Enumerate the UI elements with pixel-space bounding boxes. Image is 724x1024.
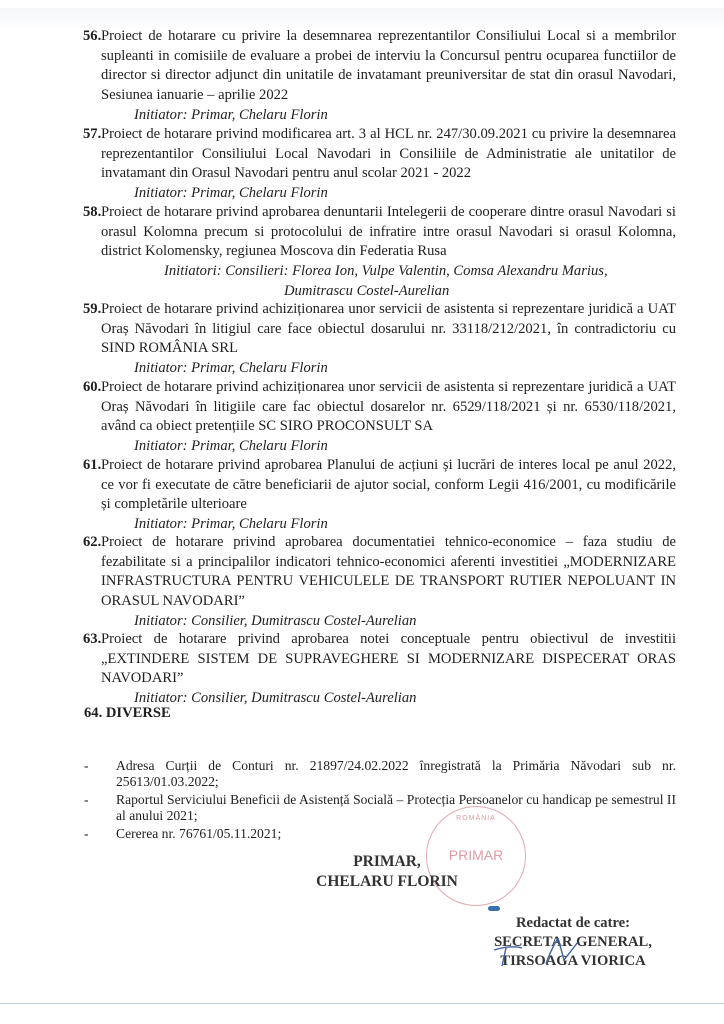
item-initiator: Initiator: Primar, Chelaru Florin (134, 516, 328, 533)
diverse-item-text: Adresa Curții de Conturi nr. 21897/24.02.2022 înregistrată la Primăria Năvodari sub nr. 25613/01.03.2022; (116, 758, 676, 789)
diverse-item-text: Cererea nr. 76761/05.11.2021; (116, 826, 282, 841)
item-initiator-line2: Dumitrascu Costel-Aurelian (284, 282, 450, 299)
diverse-item (84, 792, 676, 824)
diverse-item (84, 758, 676, 790)
item-text: Proiect de hotarare privind aprobarea documentatiei tehnico-economice – faza studiu de fezabilitate si a principalilor indicatori tehnico-economici aferenti investitiei „MODERNIZARE INFRASTRUCTURA PENTRU VEHICULELE DE TRANSPORT RUTIER NEPOLUANT IN ORASUL NAVODARI” (101, 534, 676, 610)
secretary-title: SECRETAR GENERAL, (494, 934, 652, 950)
agenda-item-58 (83, 203, 676, 302)
drafted-by-label: Redactat de catre: (516, 915, 630, 931)
item-text: Proiect de hotarare privind achiziționarea unor servicii de asistenta si reprezentare juridică a UAT Oraș Năvodari în litigiul care face obiectul dosarului nr. 33118/212/2021, în contradictoriu cu SIND ROMÂNIA SRL (101, 301, 676, 357)
diverse-heading: 64. DIVERSE (84, 705, 171, 721)
agenda-item-56 (83, 27, 676, 126)
item-initiator: Initiator: Consilier, Dumitrascu Costel-Aurelian (134, 690, 417, 707)
item-text: Proiect de hotarare privind achiziționarea unor servicii de asistenta si reprezentare juridică a UAT Oraș Năvodari în litigiile care fac obiectul dosarelor nr. 6529/118/2021 și nr. 6530/118/2021, având ca obiect pretențiile SC SIRO PROCONSULT SA (101, 379, 676, 435)
item-initiator: Initiator: Primar, Chelaru Florin (134, 185, 328, 202)
item-number: 63. (83, 631, 102, 647)
agenda-item-60 (83, 378, 676, 457)
agenda-item-61 (83, 456, 676, 535)
item-text: Proiect de hotarare cu privire la desemnarea reprezentantilor Consiliului Local si a membrilor supleanti in comisiile de evaluare a probei de interviu la Concursul pentru ocuparea functiilor de director si director adjunct din unitatile de invatamant preuniversitar de stat din orasul Navodari, Sesiunea ianuarie – aprilie 2022 (101, 28, 676, 104)
item-initiator: Initiator: Primar, Chelaru Florin (134, 360, 328, 377)
diverse-list (84, 758, 676, 842)
scan-artifact-band (0, 8, 724, 28)
item-initiator-line1: Initiatori: Consilieri: Florea Ion, Vulpe Valentin, Comsa Alexandru Marius, (164, 263, 608, 280)
item-number: 58. (83, 204, 102, 220)
item-number: 56. (83, 28, 102, 44)
stamp-center-text: PRIMAR (448, 847, 504, 863)
item-number: 61. (83, 457, 102, 473)
bullet-dash: - (84, 826, 89, 841)
mayor-signature-block (302, 852, 472, 892)
item-text: Proiect de hotarare privind aprobarea denuntarii Intelegerii de cooperare dintre orasul Navodari si orasul Kolomna precum si protocolului de infratire intre orasul Navodari si orasul Kolomna, district Kolomensky, regiunea Moscova din Federatia Rusa (101, 204, 676, 260)
agenda-item-63 (83, 630, 676, 709)
agenda-item-59 (83, 300, 676, 379)
agenda-item-62 (83, 533, 676, 632)
item-number: 59. (83, 301, 102, 317)
secretary-name: TIRSOAGA VIORICA (500, 953, 646, 969)
handwritten-signature (488, 932, 608, 968)
item-initiator: Initiator: Primar, Chelaru Florin (134, 106, 328, 123)
bullet-dash: - (84, 758, 89, 773)
diverse-item (84, 826, 676, 842)
item-initiator (101, 262, 676, 301)
bullet-dash: - (84, 792, 89, 807)
diverse-item-text: Raportul Serviciului Beneficii de Asistență Socială – Protecția Persoanelor cu handicap pe semestrul II al anului 2021; (116, 792, 676, 823)
item-initiator: Initiator: Primar, Chelaru Florin (134, 438, 328, 455)
agenda-item-57 (83, 125, 676, 204)
item-number: 62. (83, 534, 102, 550)
item-number: 57. (83, 126, 102, 142)
item-text: Proiect de hotarare privind modificarea art. 3 al HCL nr. 247/30.09.2021 cu privire la desemnarea reprezentantilor Consiliului Local Navodari in Consiliile de Administratie ale unitatilor de invatamant din Orasul Navodari pentru anul scolar 2021 - 2022 (101, 126, 676, 182)
scan-edge-line (0, 1003, 724, 1004)
ink-mark (488, 906, 500, 911)
mayor-name: CHELARU FLORIN (316, 873, 458, 890)
item-initiator: Initiator: Consilier, Dumitrascu Costel-Aurelian (134, 612, 417, 629)
stamp-top-text: ROMÂNIA (456, 815, 496, 822)
item-number: 60. (83, 379, 102, 395)
mayor-title: PRIMAR, (353, 853, 421, 870)
item-text: Proiect de hotarare privind aprobarea notei conceptuale pentru obiectivul de investitii „EXTINDERE SISTEM DE SUPRAVEGHERE SI MODERNIZARE DISPECERAT ORAS NAVODARI” (101, 631, 676, 687)
item-text: Proiect de hotarare privind aprobarea Planului de acțiuni și lucrări de interes local pe anul 2022, ce vor fi executate de către beneficiarii de ajutor social, conform Legii 416/2001, cu modificările și completările ulterioare (101, 457, 676, 513)
